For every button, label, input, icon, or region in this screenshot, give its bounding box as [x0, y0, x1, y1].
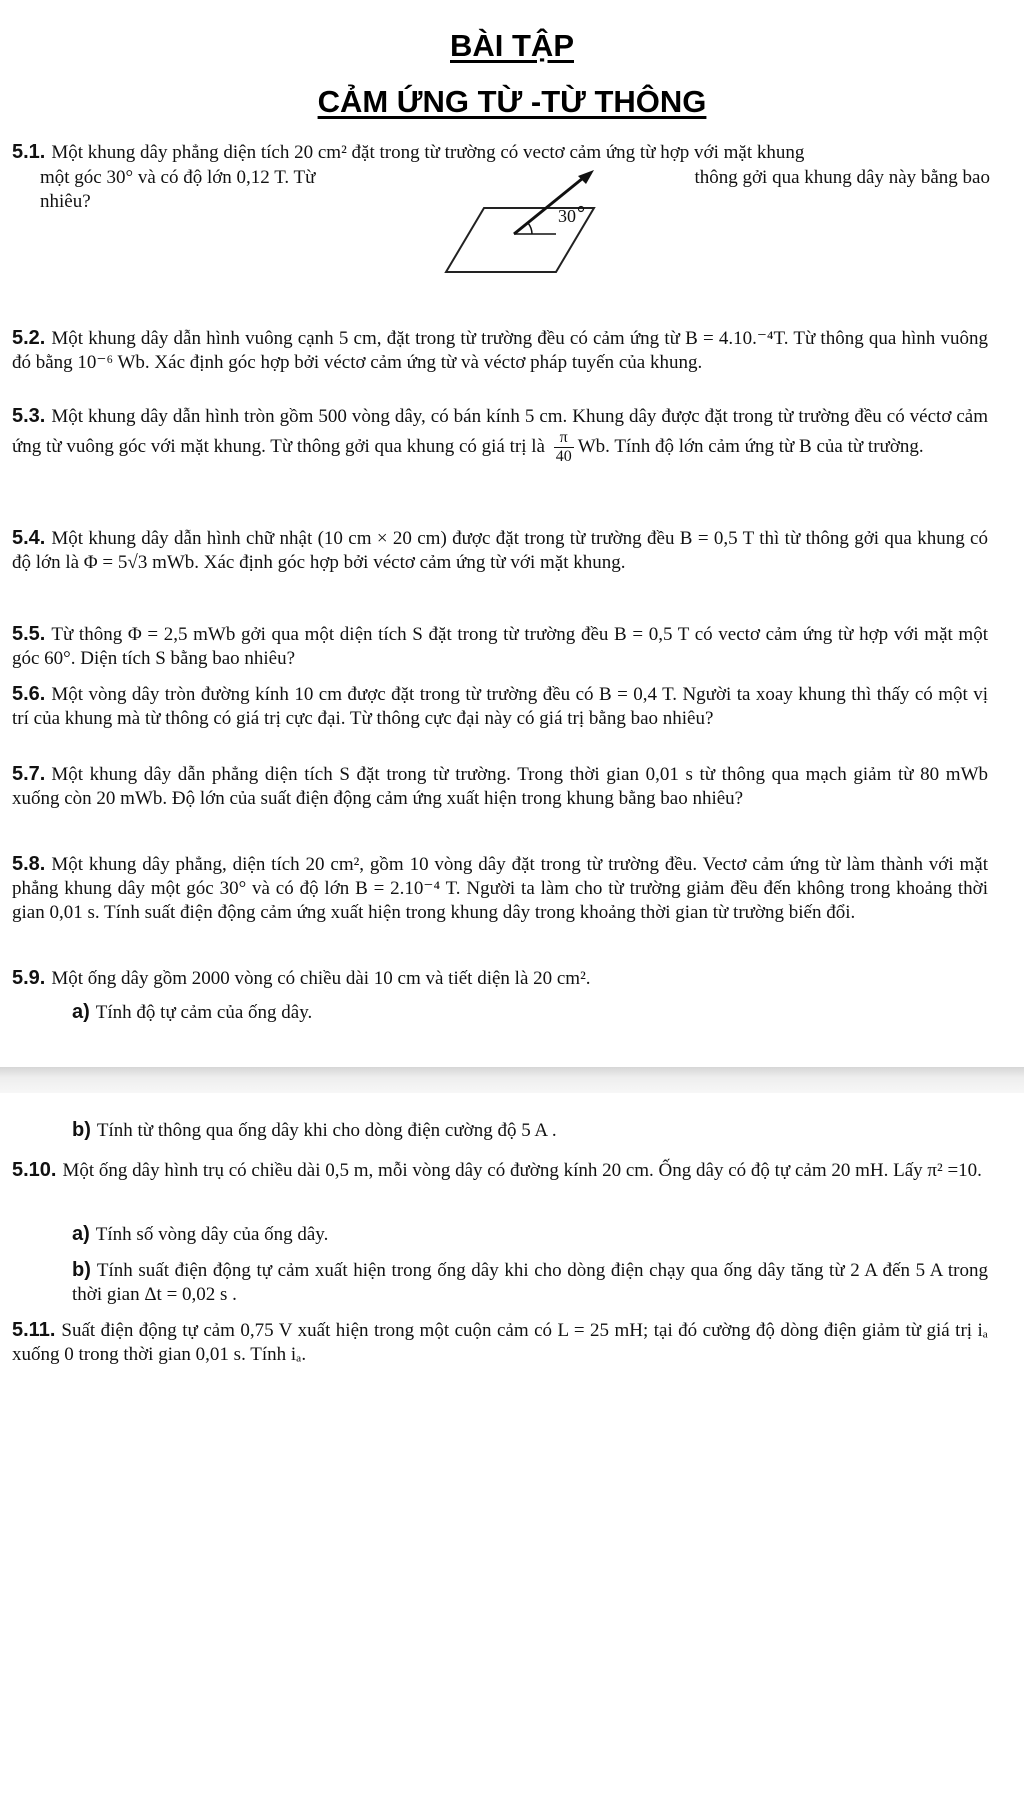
part-label: b) [72, 1119, 91, 1141]
exercise-5-2 [12, 326, 988, 375]
fraction-pi-over-40: $\frac{\pi}{40}$ [555, 429, 572, 465]
part-text: Tính độ tự cảm của ống dây. [95, 1002, 313, 1023]
exercise-number: 5.8. [12, 853, 46, 875]
exercise-5-1 [12, 140, 988, 165]
exercise-text: Một khung dây dẫn hình chữ nhật (10 cm × 20 cm) được đặt trong từ trường đều B = 0,5 T thì từ thông gởi qua khung có độ lớn là Φ = 5√3 mWb. Xác định góc hợp bởi véctơ cảm ứng từ với mặt khung. [12, 528, 988, 573]
exercise-5-9-part-a [72, 1000, 988, 1025]
part-text: Tính từ thông qua ống dây khi cho dòng điện cường độ 5 A . [96, 1120, 557, 1141]
exercise-5-4 [12, 526, 988, 575]
unit: Wb [577, 435, 606, 457]
part-text: Tính số vòng dây của ống dây. [95, 1224, 329, 1245]
exercise-number: 5.1. [12, 141, 46, 163]
exercise-5-7 [12, 762, 988, 811]
exercise-number: 5.2. [12, 327, 46, 349]
exercise-number: 5.3. [12, 405, 46, 427]
exercise-number: 5.6. [12, 683, 46, 705]
exercise-number: 5.5. [12, 623, 46, 645]
part-label: b) [72, 1259, 91, 1281]
part-label: a) [72, 1001, 90, 1023]
exercise-tail: . Tính độ lớn cảm ứng từ B của từ trường. [605, 435, 924, 457]
exercise-5-6 [12, 682, 988, 731]
exercise-5-1-line-3: nhiêu? [40, 191, 91, 212]
exercise-text: Một khung dây dẫn phẳng diện tích S đặt trong từ trường. Trong thời gian 0,01 s từ thông qua mạch giảm từ 80 mWb xuống còn 20 mWb. Độ lớn của suất điện động cảm ứng xuất hiện trong khung bằng bao nhiêu? [12, 764, 988, 809]
exercise-5-5 [12, 622, 988, 671]
exercise-5-3 [12, 404, 988, 466]
exercise-number: 5.11. [12, 1319, 56, 1341]
exercise-text: Một ống dây gồm 2000 vòng có chiều dài 10 cm và tiết diện là 20 cm². [51, 968, 591, 989]
exercise-5-10 [12, 1158, 988, 1183]
exercise-text: Một ống dây hình trụ có chiều dài 0,5 m, mỗi vòng dây có đường kính 20 cm. Ống dây có độ tự cảm 20 mH. Lấy π² =10. [62, 1160, 982, 1181]
exercise-text: Một khung dây phẳng diện tích 20 cm² đặt trong từ trường có vectơ cảm ứng từ hợp với mặt khung [51, 142, 805, 163]
exercise-5-9 [12, 966, 988, 991]
exercise-5-8 [12, 852, 988, 925]
exercise-number: 5.7. [12, 763, 46, 785]
title-line-1: BÀI TẬP [450, 28, 574, 63]
exercise-text: Một khung dây dẫn hình tròn gồm 500 vòng dây, có bán kính 5 cm. Khung dây được đặt trong từ trường đều có véctơ cảm ứng từ vuông góc với mặt khung. Từ thông gởi qua khung có giá trị là [12, 406, 988, 457]
b-vector-line [514, 174, 588, 234]
exercise-number: 5.9. [12, 967, 46, 989]
exercise-number: 5.4. [12, 527, 46, 549]
part-label: a) [72, 1223, 90, 1245]
exercise-5-1-line-2a: một góc 30° và có độ lớn 0,12 T. Từ [40, 167, 316, 188]
exercise-text: Suất điện động tự cảm 0,75 V xuất hiện trong một cuộn cảm có L = 25 mH; tại đó cường độ dòng điện giảm từ giá trị iₐ xuống 0 trong thời gian 0,01 s. Tính iₐ. [12, 1320, 988, 1365]
exercise-text: Một vòng dây tròn đường kính 10 cm được đặt trong từ trường đều có B = 0,4 T. Người ta xoay khung thì thấy có một vị trí của khung mà từ thông có giá trị cực đại. Từ thông cực đại này có giá trị bằng bao nhiêu? [12, 684, 988, 729]
angle-arc [528, 223, 532, 234]
exercise-text: Từ thông Φ = 2,5 mWb gởi qua một diện tích S đặt trong từ trường đều B = 0,5 T có vectơ cảm ứng từ hợp với mặt một góc 60°. Diện tích S bằng bao nhiêu? [12, 624, 988, 669]
title-line-2: CẢM ỨNG TỪ -TỪ THÔNG [317, 84, 707, 119]
exercise-5-1-line-2b: thông gởi qua khung dây này bằng bao [694, 167, 990, 188]
exercise-5-11 [12, 1318, 988, 1367]
exercise-number: 5.10. [12, 1159, 57, 1181]
exercise-5-10-part-b [72, 1258, 988, 1307]
page-divider [0, 1067, 1024, 1093]
flux-figure [440, 168, 620, 278]
exercise-5-9-part-b [72, 1118, 988, 1143]
exercise-text: Một khung dây dẫn hình vuông cạnh 5 cm, đặt trong từ trường đều có cảm ứng từ B = 4.10.⁻⁴T. Từ thông qua hình vuông đó bằng 10⁻⁶ Wb. Xác định góc hợp bởi véctơ cảm ứng từ và véctơ pháp tuyến của khung. [12, 328, 988, 373]
part-text: Tính suất điện động tự cảm xuất hiện trong ống dây khi cho dòng điện chạy qua ống dây tăng từ 2 A đến 5 A trong thời gian Δt = 0,02 s . [72, 1260, 988, 1305]
exercise-text: Một khung dây phẳng, diện tích 20 cm², gồm 10 vòng dây đặt trong từ trường đều. Vectơ cảm ứng từ làm thành với mặt phẳng khung dây một góc 30° và có độ lớn B = 2.10⁻⁴ T. Người ta làm cho từ trường giảm đều đến không trong khoảng thời gian 0,01 s. Tính suất điện động cảm ứng xuất hiện trong khung dây trong khoảng thời gian từ trường biến đổi. [12, 854, 988, 923]
exercise-5-10-part-a [72, 1222, 988, 1247]
angle-label: 30 [558, 206, 576, 226]
